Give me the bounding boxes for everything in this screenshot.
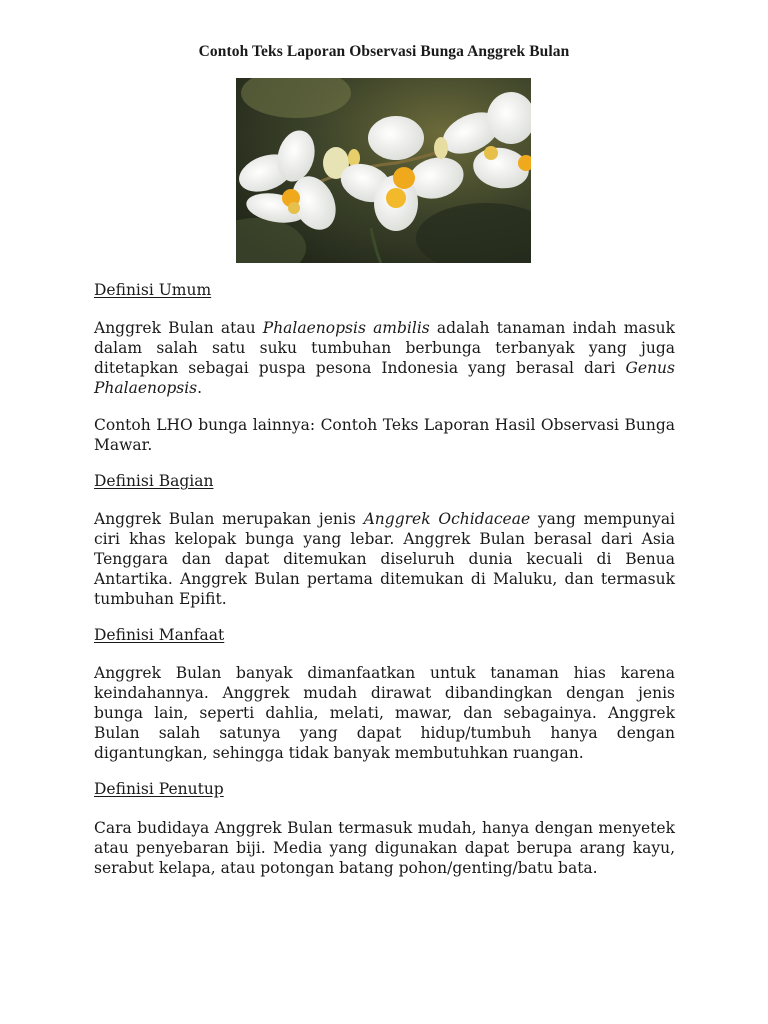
- text-run: Anggrek Bulan banyak dimanfaatkan untuk tanaman hias karena keindahannya. Anggrek mudah dirawat dibandingkan dengan jenis bunga lain, seperti dahlia, melati, mawar, dan sebagainya. Anggrek Bulan salah satunya yang dapat hidup/tumbuh hanya dengan digantungkan, sehingga tidak banyak membutuhkan ruangan.: [94, 664, 675, 762]
- document-title: Contoh Teks Laporan Observasi Bunga Anggrek Bulan: [198, 43, 570, 60]
- italic-term: Genus Phalaenopsis: [94, 359, 675, 397]
- section-heading-definisi-manfaat: Definisi Manfaat: [94, 626, 225, 644]
- text-run: yang mempunyai ciri khas kelopak bunga yang lebar. Anggrek Bulan berasal dari Asia Tenggara dan dapat ditemukan diseluruh dunia kecuali di Benua Antartika. Anggrek Bulan pertama ditemukan di Maluku, dan termasuk tumbuhan Epifit.: [94, 510, 676, 608]
- italic-term: Phalaenopsis ambilis: [262, 319, 430, 337]
- orchid-illustration: [236, 78, 531, 263]
- paragraph-contoh-lho: [94, 415, 675, 455]
- paragraph-definisi-penutup: [94, 818, 675, 878]
- section-heading-definisi-umum: Definisi Umum: [94, 281, 212, 299]
- italic-term: Anggrek Ochidaceae: [363, 510, 531, 528]
- text-run: .: [197, 379, 203, 397]
- section-heading-definisi-penutup: Definisi Penutup: [94, 780, 224, 798]
- paragraph-definisi-manfaat: [94, 663, 675, 763]
- section-heading-definisi-bagian: Definisi Bagian: [94, 472, 214, 490]
- orchid-photo: [236, 78, 531, 263]
- text-run: Contoh LHO bunga lainnya: Contoh Teks Laporan Hasil Observasi Bunga Mawar.: [94, 416, 675, 454]
- text-run: Anggrek Bulan merupakan jenis: [94, 510, 364, 528]
- text-run: Cara budidaya Anggrek Bulan termasuk mudah, hanya dengan menyetek atau penyebaran biji. Media yang digunakan dapat berupa arang kayu, serabut kelapa, atau potongan batang pohon/genting/batu bata.: [94, 819, 675, 877]
- paragraph-definisi-bagian: [94, 509, 675, 609]
- paragraph-definisi-umum: [94, 318, 675, 398]
- text-run: Anggrek Bulan atau: [94, 319, 263, 337]
- text-run: adalah tanaman indah masuk dalam salah satu suku tumbuhan berbunga terbanyak yang juga ditetapkan sebagai puspa pesona Indonesia yang berasal dari: [94, 319, 676, 377]
